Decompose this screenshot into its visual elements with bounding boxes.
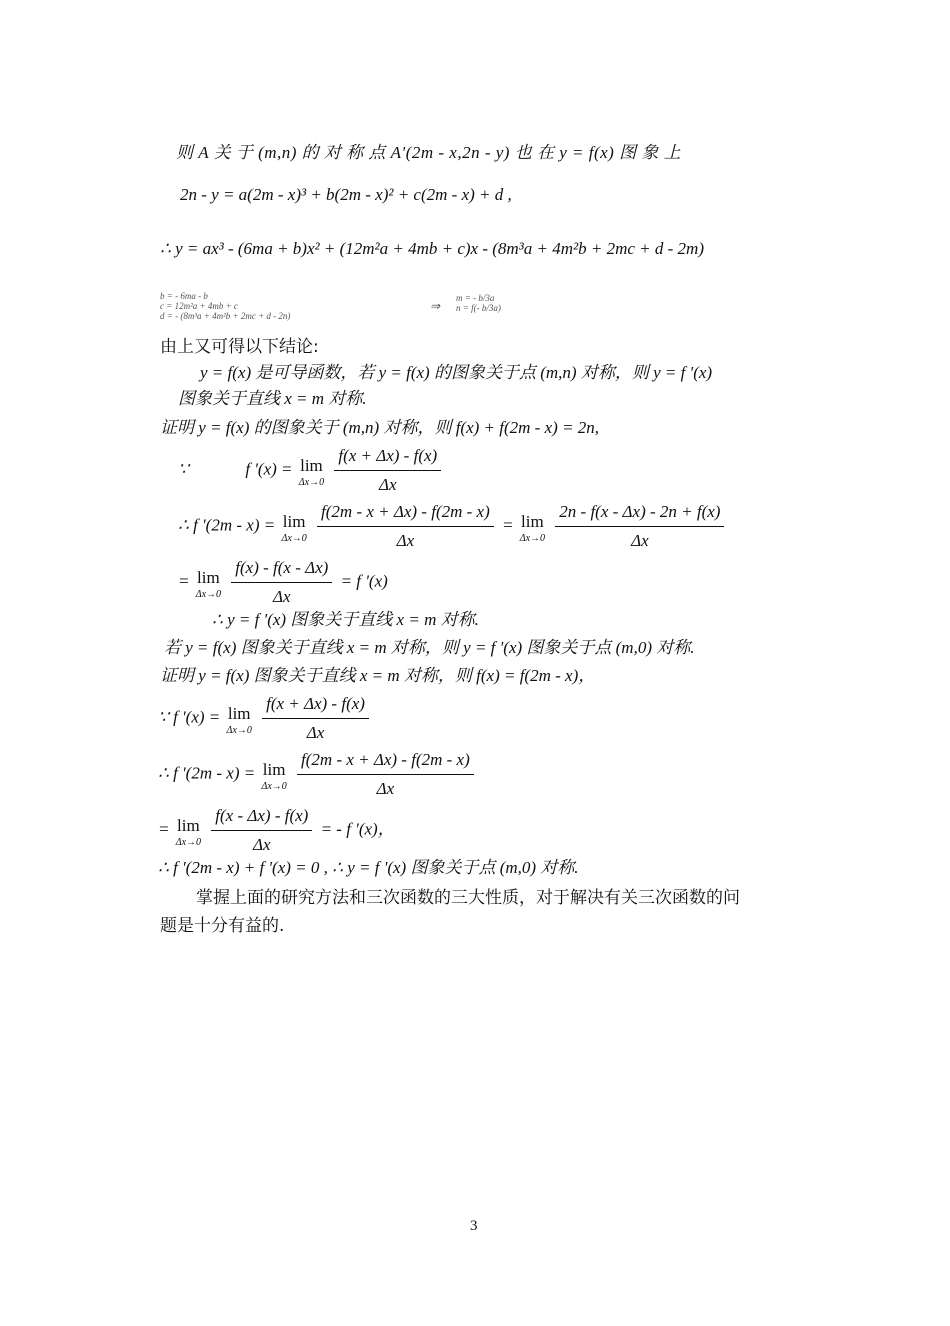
equation-system-arrow: ⇒	[430, 299, 441, 313]
text-summary-cont: 题是十分有益的.	[160, 916, 285, 936]
equation-symmetry-derivative-2b: = lim Δx→0 $\frac{f(x - \Delta x) - f(x)}{\Delta x}$ = - f '(x)，	[158, 806, 395, 854]
text-conclusion-heading: 由上又可得以下结论:	[160, 337, 319, 357]
text-summary: 掌握上面的研究方法和三次函数的三大性质，对于解决有关三次函数的问	[196, 888, 740, 908]
page-number: 3	[470, 1218, 478, 1234]
equation-symmetry-derivative-2: ∴ f '(2m - x) = lim Δx→0 $\frac{f(2m - x + \Delta x) - f(2m - x)}{\Delta x}$	[158, 748, 478, 801]
equation-symmetry-derivative-1: ∴ f '(2m - x) = lim Δx→0 $\frac{f(2m - x + \Delta x) - f(2m - x)}{\Delta x}$ = lim Δx→0 $\frac{2n - f(x - \Delta x) - 2n + f(x)}{\Delta x}$	[178, 500, 728, 553]
equation-symmetry-derivative-1b: = lim Δx→0 $\frac{f(x) - f(x - \Delta x)}{\Delta x}$ = f '(x)	[178, 558, 388, 606]
text-line-symmetric-point: 则 A 关 于 (m,n) 的 对 称 点 A'(2m - x,2n - y) 也 在 y = f(x) 图 象 上	[176, 143, 682, 162]
equation-expanded: 2n - y = a(2m - x)³ + b(2m - x)² + c(2m - x) + d ,	[180, 185, 512, 204]
text-conclusion-axis: ∴ y = f '(x) 图象关于直线 x = m 对称.	[212, 610, 479, 629]
equation-system-left: b = - 6ma - b c = 12m²a + 4mb + c d = - (8m³a + 4m²b + 2mc + d - 2n)	[160, 291, 291, 321]
equation-derivative-def-1: ∵ f '(x) = lim Δx→0 $\frac{f(x + \Delta x) - f(x)}{\Delta x}$	[178, 444, 445, 497]
equation-derivative-def-2: ∵ f '(x) = lim Δx→0 $\frac{f(x + \Delta x) - f(x)}{\Delta x}$	[158, 692, 373, 745]
text-conclusion-1: y = f(x) 是可导函数，若 y = f(x) 的图象关于点 (m,n) 对称，则 y = f '(x)	[200, 363, 713, 382]
equation-therefore-y: ∴ y = ax³ - (6ma + b)x² + (12m²a + 4mb + c)x - (8m³a + 4m²b + 2mc + d - 2m)	[160, 239, 704, 258]
text-conclusion-point: ∴ f '(2m - x) + f '(x) = 0 , ∴ y = f '(x) 图象关于点 (m,0) 对称.	[158, 858, 579, 877]
equation-system-right: m = - b/3a n = f(- b/3a)	[456, 293, 501, 313]
text-proof-1: 证明 y = f(x) 的图象关于 (m,n) 对称，则 f(x) + f(2m - x) = 2n,	[160, 418, 600, 437]
text-proof-2: 证明 y = f(x) 图象关于直线 x = m 对称，则 f(x) = f(2m - x)，	[160, 666, 596, 685]
text-conclusion-1-cont: 图象关于直线 x = m 对称.	[178, 389, 367, 408]
text-conclusion-2: 若 y = f(x) 图象关于直线 x = m 对称，则 y = f '(x) 图象关于点 (m,0) 对称.	[164, 638, 695, 657]
